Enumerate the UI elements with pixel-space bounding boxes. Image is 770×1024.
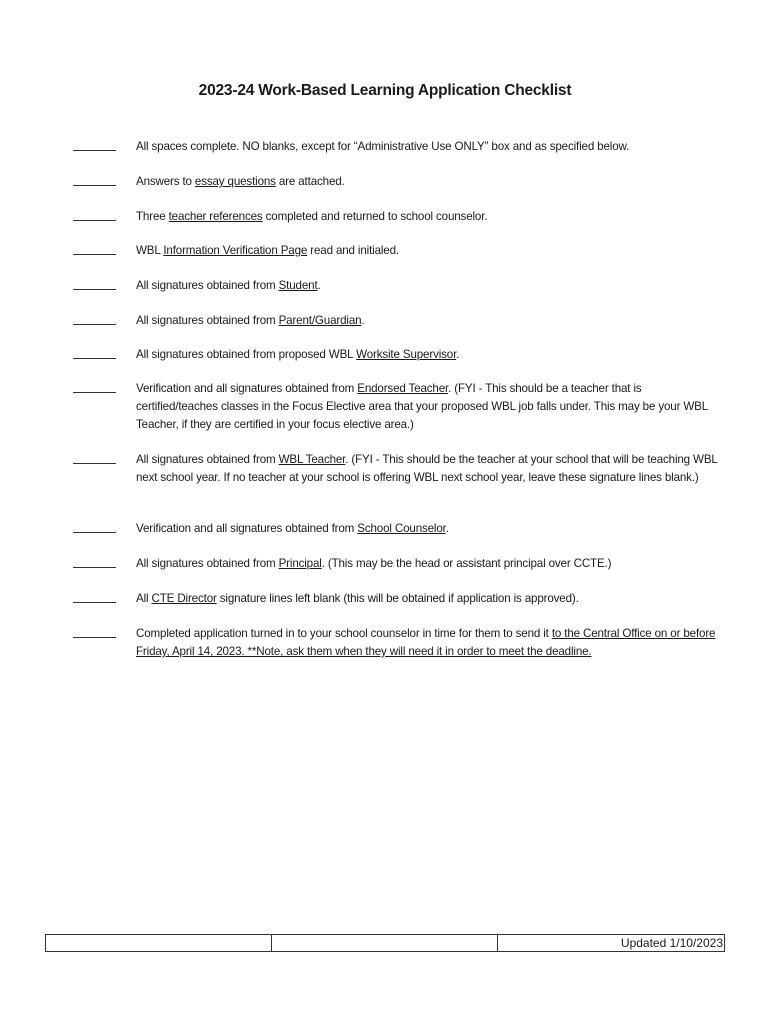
checklist-item [73,520,723,538]
item-text: All signatures obtained from WBL Teacher. (FYI - This should be the teacher at your school that will be teaching WBL next school year. If no teacher at your school is offering WBL next school year, leave these signature lines blank.) [136,453,718,484]
item-text: Three teacher references completed and returned to school counselor. [136,210,488,223]
item-text: Answers to essay questions are attached. [136,175,345,188]
checkbox-line[interactable] [73,138,116,151]
checkbox-line[interactable] [73,625,116,638]
item-text: All signatures obtained from proposed WBL Worksite Supervisor. [136,348,460,361]
checkbox-line[interactable] [73,451,116,464]
item-text: Completed application turned in to your school counselor in time for them to send it to the Central Office on or before Friday, April 14, 2023. **Note, ask them when they will need it in order to meet the deadline. [136,627,716,658]
checkbox-line[interactable] [73,173,116,186]
checklist-item [73,242,723,260]
checkbox-line[interactable] [73,555,116,568]
checkbox-line[interactable] [73,346,116,359]
item-text: All spaces complete. NO blanks, except for “Administrative Use ONLY” box and as specified below. [136,140,630,153]
checklist-item [73,590,723,608]
checklist-item [73,380,723,434]
page-title: 2023-24 Work-Based Learning Application Checklist [198,82,572,99]
checkbox-line[interactable] [73,277,116,290]
checkbox-line[interactable] [73,312,116,325]
checklist-item [73,277,723,295]
updated-date: Updated 1/10/2023 [620,936,723,950]
checklist-item [73,138,723,156]
item-text: All CTE Director signature lines left blank (this will be obtained if application is approved). [136,592,579,605]
item-text: WBL Information Verification Page read and initialed. [136,244,399,257]
footer-cell [272,935,498,951]
checklist-item [73,208,723,226]
checkbox-line[interactable] [73,590,116,603]
checklist-item [73,312,723,330]
checklist-item [73,451,723,487]
checklist-item [73,346,723,364]
item-text: All signatures obtained from Student. [136,279,321,292]
checklist-item [73,173,723,191]
checkbox-line[interactable] [73,380,116,393]
checklist-item [73,625,723,661]
item-text: Verification and all signatures obtained from School Counselor. [136,522,449,535]
item-text: Verification and all signatures obtained from Endorsed Teacher. (FYI - This should be a teacher that is certified/teaches classes in the Focus Elective area that your proposed WBL job falls under. This may be your WBL Teacher, if they are certified in your focus elective area.) [136,382,708,431]
footer-table [45,934,725,952]
checkbox-line[interactable] [73,208,116,221]
footer-cell [46,935,272,951]
item-text: All signatures obtained from Parent/Guardian. [136,314,365,327]
checkbox-line[interactable] [73,242,116,255]
checklist-item [73,555,723,573]
item-text: All signatures obtained from Principal. (This may be the head or assistant principal over CCTE.) [136,557,612,570]
checkbox-line[interactable] [73,520,116,533]
